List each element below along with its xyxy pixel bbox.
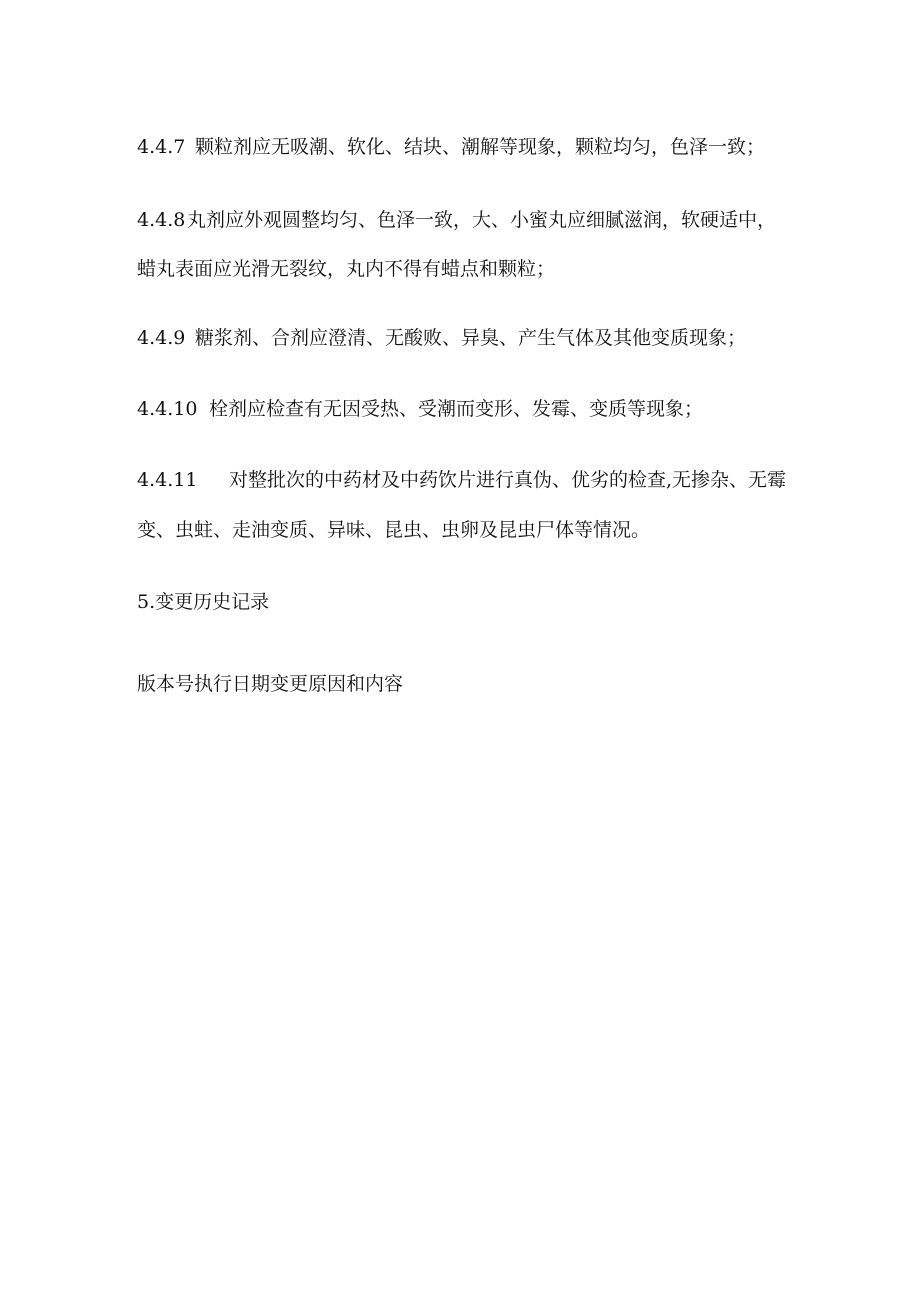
clause-number: 4.4.11	[137, 469, 198, 491]
clause-4-4-11	[137, 468, 786, 492]
clause-4-4-7	[137, 135, 765, 159]
clause-text: 颗粒剂应无吸潮、软化、结块、潮解等现象，颗粒均匀，色泽一致；	[195, 136, 766, 158]
clause-text: 丸剂应外观圆整均匀、色泽一致，大、小蜜丸应细腻滋润，软硬适中，	[187, 209, 777, 231]
clause-number: 4.4.9	[137, 327, 186, 349]
clause-4-4-8-continuation	[137, 257, 555, 281]
clause-text: 糖浆剂、合剂应澄清、无酸败、异臭、产生气体及其他变质现象；	[195, 327, 747, 349]
clause-text-continuation: 蜡丸表面应光滑无裂纹，丸内不得有蜡点和颗粒；	[137, 258, 556, 280]
clause-4-4-8	[137, 208, 776, 232]
change-history-header: 版本号执行日期变更原因和内容	[137, 673, 404, 695]
section-heading: 5.变更历史记录	[137, 591, 270, 613]
clause-text: 对整批次的中药材及中药饮片进行真伪、优劣的检查,无掺杂、无霉	[229, 469, 787, 491]
clause-4-4-9	[137, 326, 746, 350]
clause-4-4-10	[137, 397, 703, 421]
clause-4-4-11-continuation	[137, 518, 650, 542]
clause-number: 4.4.7	[137, 136, 186, 158]
clause-text-continuation: 变、虫蛀、走油变质、异味、昆虫、虫卵及昆虫尸体等情况。	[137, 519, 651, 541]
clause-text: 栓剂应检查有无因受热、受潮而变形、发霉、变质等现象；	[209, 398, 704, 420]
clause-number: 4.4.10	[137, 398, 198, 420]
clause-number: 4.4.8	[137, 209, 186, 231]
